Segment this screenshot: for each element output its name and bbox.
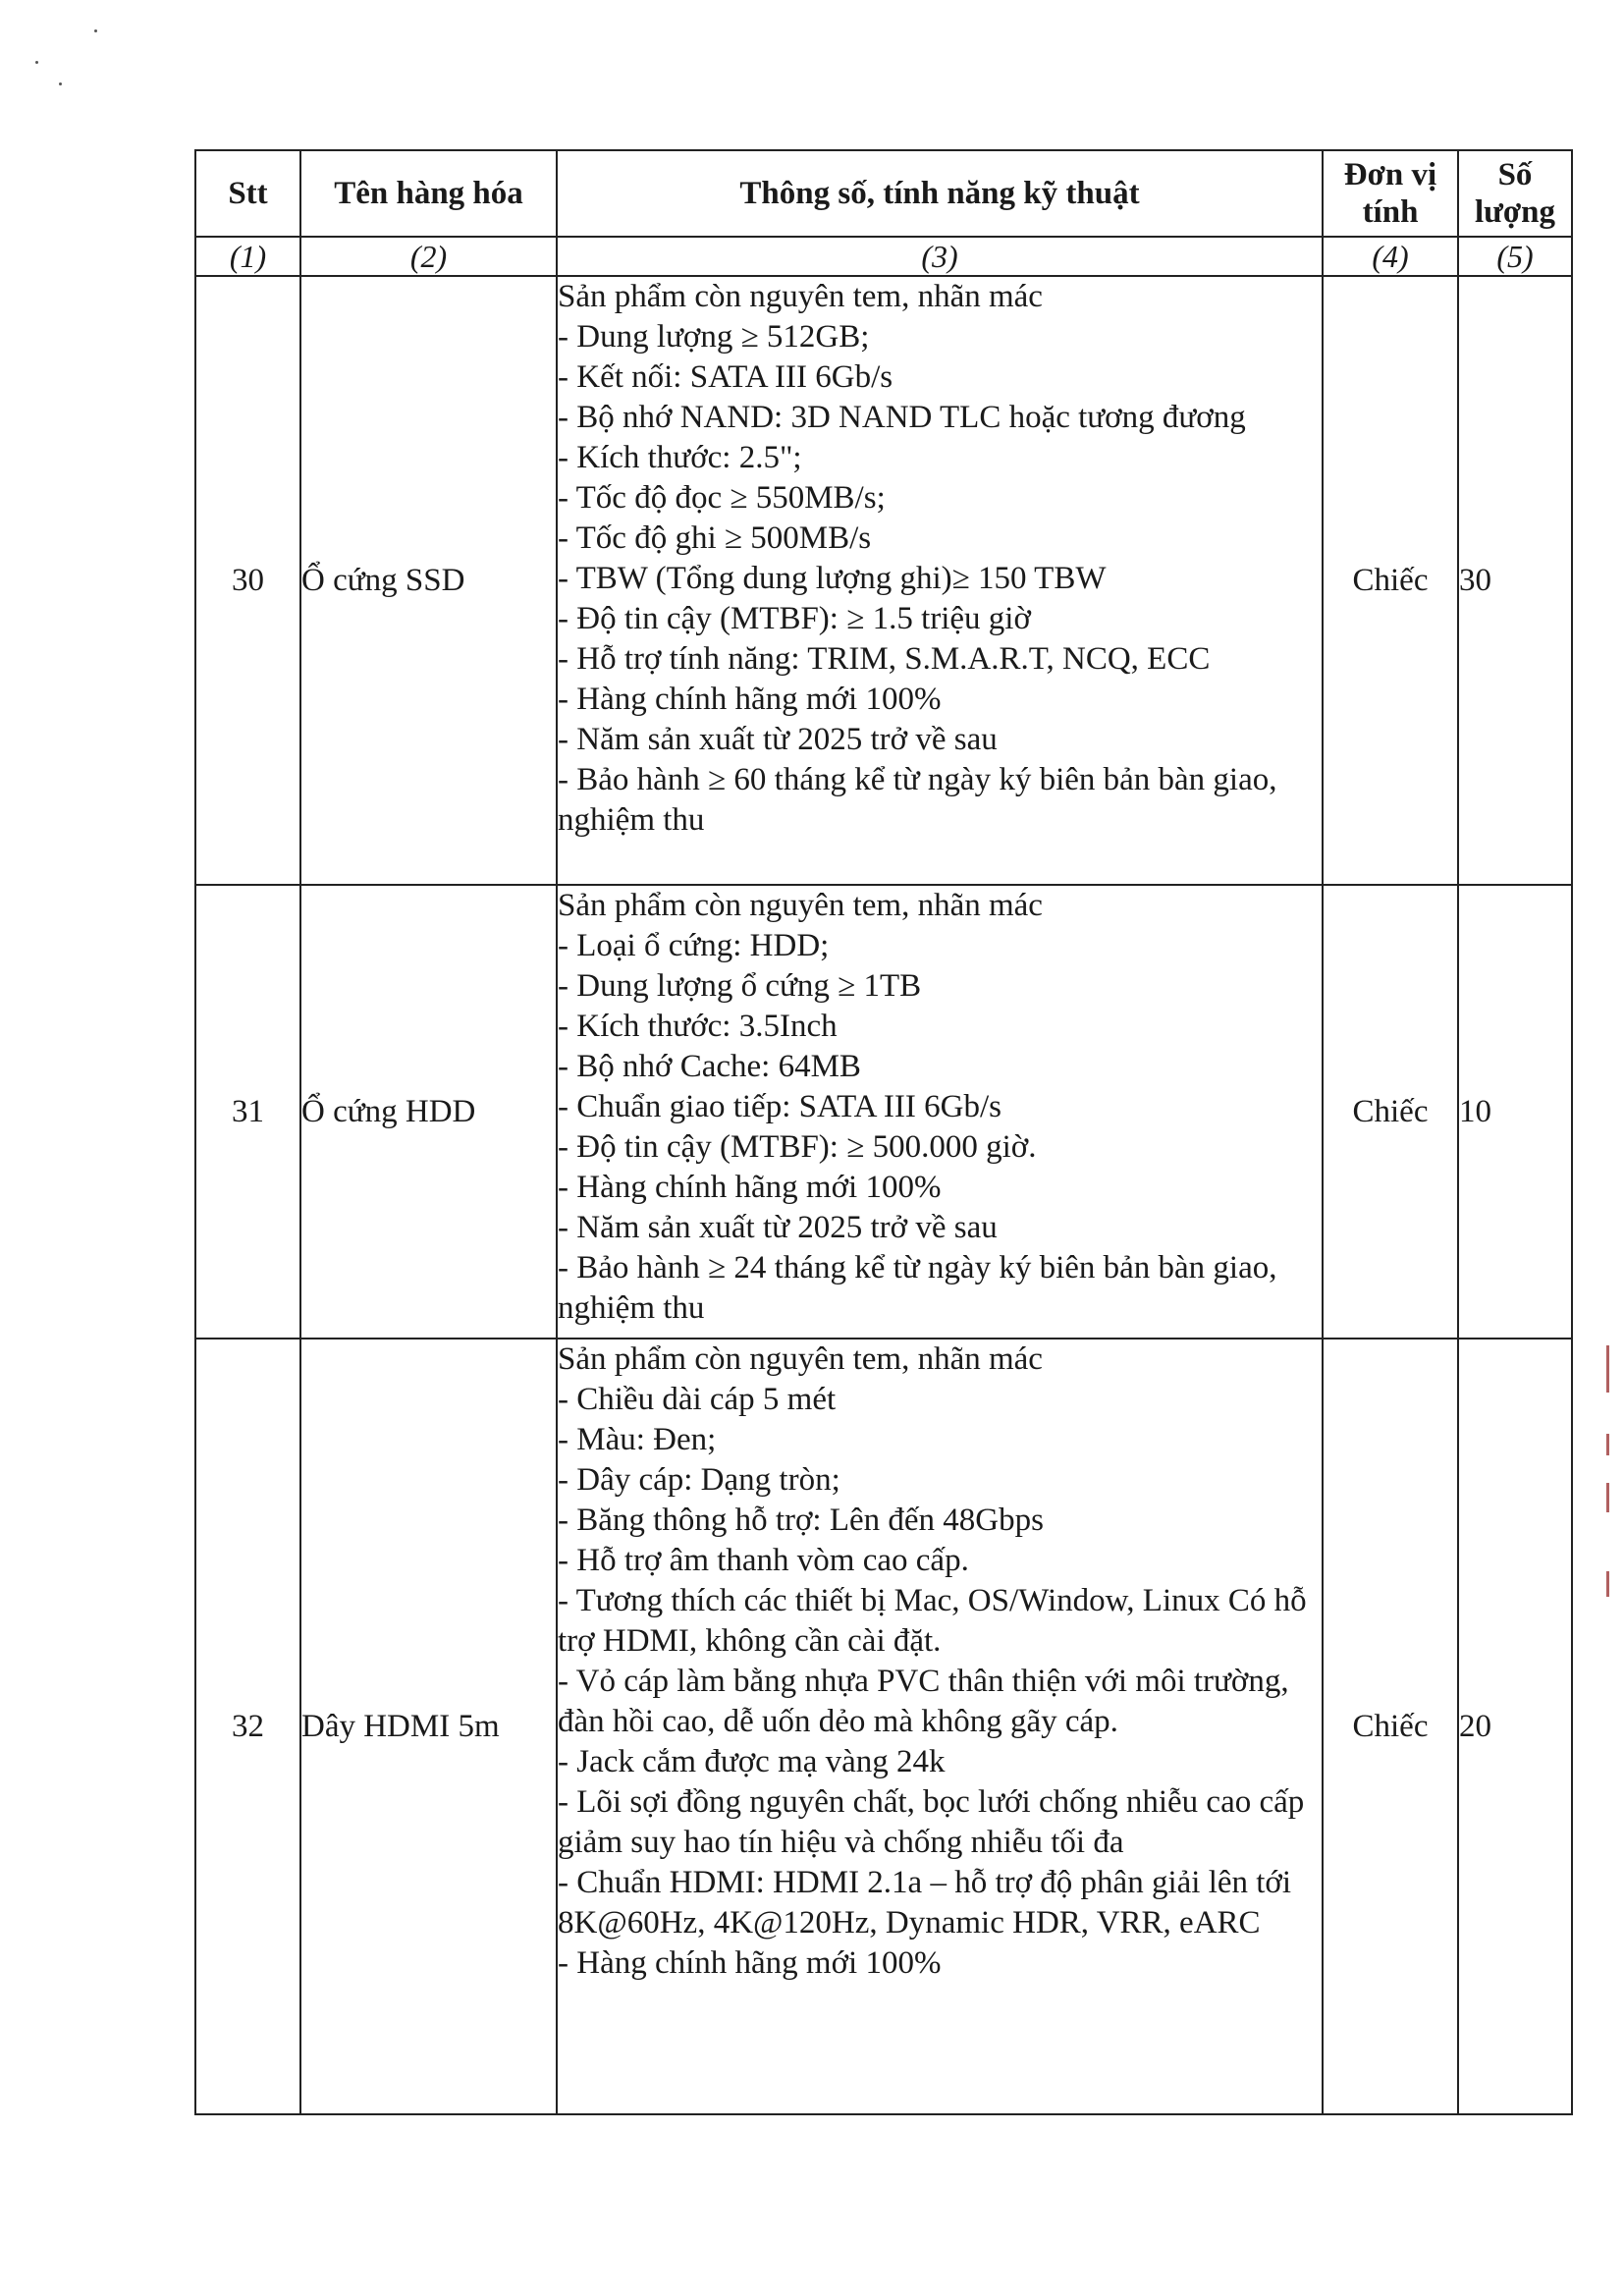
column-number: (4) (1323, 237, 1458, 276)
spec-line: - Độ tin cậy (MTBF): ≥ 1.5 triệu giờ (558, 601, 1031, 636)
spec-line: - Chuẩn giao tiếp: SATA III 6Gb/s (558, 1089, 1001, 1124)
spec-line: - Năm sản xuất từ 2025 trở về sau (558, 722, 998, 757)
scan-edge-mark (1606, 1434, 1609, 1455)
row-unit: Chiếc (1323, 1339, 1458, 2114)
header-quantity: Số lượng (1458, 150, 1572, 237)
header-unit: Đơn vị tính (1323, 150, 1458, 237)
column-number: (5) (1458, 237, 1572, 276)
row-item-name: Ổ cứng HDD (300, 885, 557, 1339)
spec-line: - Tốc độ đọc ≥ 550MB/s; (558, 480, 886, 516)
row-item-name: Ổ cứng SSD (300, 276, 557, 885)
specification-table (194, 149, 1573, 2115)
spec-line: - Hỗ trợ tính năng: TRIM, S.M.A.R.T, NCQ, ECC (558, 641, 1211, 677)
column-number: (3) (557, 237, 1323, 276)
row-quantity: 20 (1458, 1339, 1572, 2114)
spec-line: - Bảo hành ≥ 24 tháng kể từ ngày ký biên bản bàn giao, nghiệm thu (558, 1250, 1277, 1326)
row-stt: 30 (195, 276, 300, 885)
spec-line: - Kích thước: 3.5Inch (558, 1009, 838, 1044)
header-item-name: Tên hàng hóa (300, 150, 557, 237)
row-stt: 32 (195, 1339, 300, 2114)
scan-edge-mark (1606, 1571, 1609, 1597)
spec-line: - Lõi sợi đồng nguyên chất, bọc lưới chống nhiễu cao cấp giảm suy hao tín hiệu và chống nhiễu tối đa (558, 1784, 1305, 1860)
spec-line: - Chuẩn HDMI: HDMI 2.1a – hỗ trợ độ phân giải lên tới 8K@60Hz, 4K@120Hz, Dynamic HDR, VRR, eARC (558, 1865, 1292, 1941)
row-item-name: Dây HDMI 5m (300, 1339, 557, 2114)
spec-line: - Kích thước: 2.5"; (558, 440, 802, 475)
spec-line: - Màu: Đen; (558, 1422, 717, 1457)
spec-line: - Chiều dài cáp 5 mét (558, 1382, 837, 1417)
row-stt: 31 (195, 885, 300, 1339)
spec-line: - Dung lượng ≥ 512GB; (558, 319, 870, 355)
spec-line: - Năm sản xuất từ 2025 trở về sau (558, 1210, 998, 1245)
spec-line: - Hàng chính hãng mới 100% (558, 1945, 942, 1981)
row-quantity: 10 (1458, 885, 1572, 1339)
header-stt: Stt (195, 150, 300, 237)
scan-speck (59, 82, 62, 85)
spec-line: - Bộ nhớ NAND: 3D NAND TLC hoặc tương đương (558, 400, 1246, 435)
column-number: (1) (195, 237, 300, 276)
spec-line: - Loại ổ cứng: HDD; (558, 928, 830, 963)
spec-line: - Dây cáp: Dạng tròn; (558, 1462, 840, 1498)
column-number: (2) (300, 237, 557, 276)
table-row (195, 276, 1572, 885)
spec-line: Sản phẩm còn nguyên tem, nhãn mác (558, 888, 1043, 923)
spec-line: - TBW (Tổng dung lượng ghi)≥ 150 TBW (558, 561, 1107, 596)
row-specifications (557, 885, 1323, 1339)
scan-speck (94, 29, 97, 32)
spec-line: - Bộ nhớ Cache: 64MB (558, 1049, 861, 1084)
spec-line: - Hàng chính hãng mới 100% (558, 682, 942, 717)
header-specifications: Thông số, tính năng kỹ thuật (557, 150, 1323, 237)
spec-line: - Dung lượng ổ cứng ≥ 1TB (558, 968, 922, 1004)
row-quantity: 30 (1458, 276, 1572, 885)
scan-speck (35, 61, 38, 64)
spec-line: - Hỗ trợ âm thanh vòm cao cấp. (558, 1543, 969, 1578)
column-number-row (195, 237, 1572, 276)
spec-line: Sản phẩm còn nguyên tem, nhãn mác (558, 1341, 1043, 1377)
spec-line: - Hàng chính hãng mới 100% (558, 1170, 942, 1205)
spec-line: - Băng thông hỗ trợ: Lên đến 48Gbps (558, 1503, 1044, 1538)
spec-line: Sản phẩm còn nguyên tem, nhãn mác (558, 279, 1043, 314)
spec-line: - Bảo hành ≥ 60 tháng kể từ ngày ký biên bản bàn giao, nghiệm thu (558, 762, 1277, 838)
scan-edge-mark (1606, 1345, 1609, 1393)
scan-edge-mark (1606, 1483, 1609, 1512)
row-unit: Chiếc (1323, 885, 1458, 1339)
spec-line: - Tương thích các thiết bị Mac, OS/Window, Linux Có hỗ trợ HDMI, không cần cài đặt. (558, 1583, 1307, 1659)
row-unit: Chiếc (1323, 276, 1458, 885)
row-specifications (557, 276, 1323, 885)
table-row (195, 885, 1572, 1339)
table-row (195, 1339, 1572, 2114)
header-row (195, 150, 1572, 237)
spec-line: - Vỏ cáp làm bằng nhựa PVC thân thiện với môi trường, đàn hồi cao, dễ uốn dẻo mà không gãy cáp. (558, 1664, 1289, 1739)
spec-line: - Độ tin cậy (MTBF): ≥ 500.000 giờ. (558, 1129, 1037, 1165)
spec-line: - Tốc độ ghi ≥ 500MB/s (558, 520, 872, 556)
spec-line: - Jack cắm được mạ vàng 24k (558, 1744, 946, 1779)
spec-line: - Kết nối: SATA III 6Gb/s (558, 359, 893, 395)
row-specifications (557, 1339, 1323, 2114)
